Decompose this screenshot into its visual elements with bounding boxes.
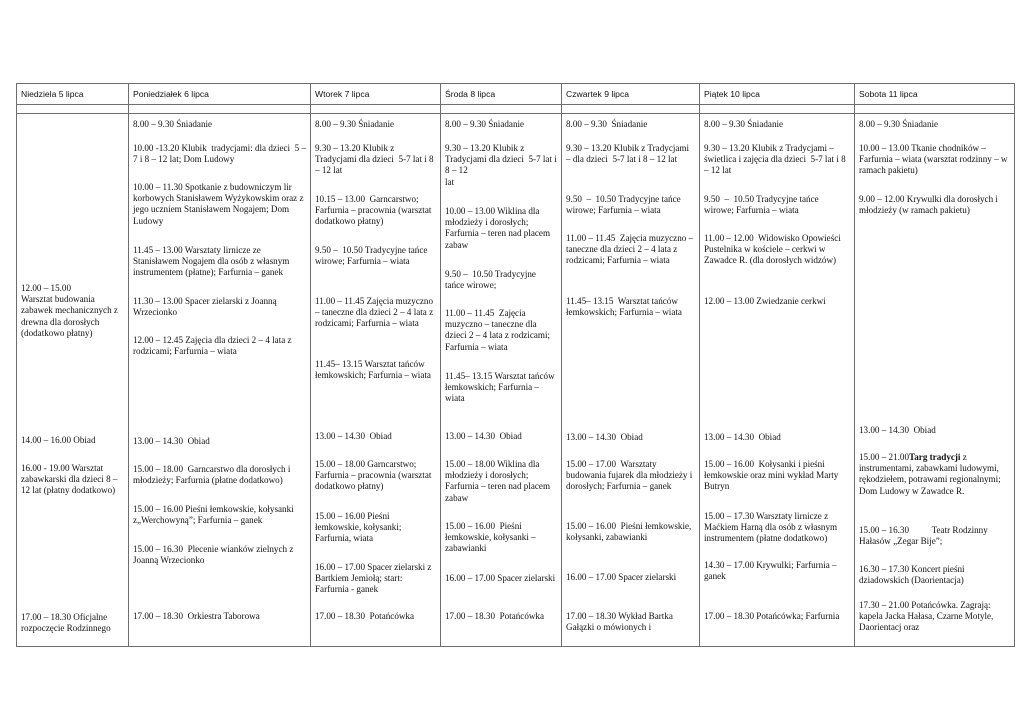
- schedule-entry: 8.00 – 9.30 Śniadanie: [859, 119, 939, 129]
- spacer-cell: [855, 105, 1015, 114]
- schedule-entry: 15.00 – 16.00 Pieśni łemkowskie, kołysanki – zabawianki: [445, 521, 538, 554]
- schedule-entry: 13.00 – 14.30 Obiad: [133, 436, 210, 446]
- schedule-entry: 12.00 – 13.00 Zwiedzanie cerkwi: [704, 296, 826, 306]
- day-column-friday: [700, 114, 855, 647]
- schedule-entry: 12.00 – 12.45 Zajęcia dla dzieci 2 – 4 lata z rodzicami; Farfurnia – wiata: [133, 335, 294, 357]
- schedule-entry: 15.00 – 18.00 Garncarstwo dla dorosłych i młodzieży; Farfurnia (płatne dodatkowo): [133, 464, 293, 486]
- schedule-row: [17, 114, 1015, 647]
- spacer-cell: [562, 105, 700, 114]
- schedule-entry: 11.00 – 12.00 Widowisko Opowieści Pustelnika w kościele – cerkwi w Zawadce R. (dla dorosłych widzów): [704, 233, 844, 266]
- schedule-entry: 15.00 – 16.00 Kołysanki i pieśni łemkowskie oraz mini wykład Marty Butryn: [704, 459, 841, 492]
- day-column-saturday: [855, 114, 1015, 647]
- day-header-friday: Piątek 10 lipca: [700, 84, 855, 105]
- schedule-entry: 11.00 – 11.45 Zajęcia muzyczno – taneczne dla dzieci 2 – 4 lata z rodzicami; Farfurnia – wiata: [315, 296, 436, 329]
- schedule-entry: 14.00 – 16.00 Obiad: [21, 435, 96, 445]
- schedule-entry: 10.00 – 11.30 Spotkanie z budowniczym lir korbowych Stanisławem Wyżykowskim oraz z jego uczniem Stanisławem Nogajem; Dom Ludowy: [133, 182, 306, 226]
- schedule-entry: 15.00 – 18.00 Garncarstwo; Farfurnia – pracownia (warsztat dodatkowo płatny): [315, 459, 434, 492]
- schedule-entry: 8.00 – 9.30 Śniadanie: [133, 119, 213, 129]
- schedule-entry: 10.00 – 13.00 Tkanie chodników – Farfurnia – wiata (warsztat rodzinny – w ramach pakietu): [859, 143, 1010, 176]
- schedule-entry: 15.00 – 17.30 Warsztaty lirnicze z Maćkiem Harną dla osób z własnym instrumentem (płatne dodatkowo): [704, 511, 840, 544]
- schedule-entry: 9.50 – 10.50 Tradycyjne tańce wirowe; Farfurnia – wiata: [566, 194, 683, 216]
- schedule-entry: 10.15 – 13.00 Garncarstwo; Farfurnia – pracownia (warsztat dodatkowo płatny): [315, 194, 434, 227]
- schedule-entry: 8.00 – 9.30 Śniadanie: [566, 119, 648, 129]
- schedule-entry: 15.00 – 16.30 Teatr Rodzinny Hałasów „Zegar Bije”;: [859, 525, 991, 547]
- schedule-entry: 15.00 – 16.00 Pieśni łemkowskie, kołysanki, zabawianki: [566, 521, 696, 543]
- schedule-entry: 10.00 -13.20 Klubik tradycjami: dla dzieci 5 – 7 i 8 – 12 lat; Dom Ludowy: [133, 143, 309, 165]
- schedule-table: [16, 83, 1015, 647]
- schedule-entry: 9.50 – 10.50 Tradycyjne tańce wirowe; Farfurnia – wiata: [315, 245, 430, 267]
- schedule-entry: 9.30 – 13.20 Klubik z Tradycjami dla dzieci 5-7 lat i 8 – 12 lat: [315, 143, 436, 176]
- schedule-entry: 17.00 – 18.30 Oficjalne rozpoczęcie Rodzinnego: [21, 612, 111, 634]
- schedule-entry: 11.45– 13.15 Warsztat tańców łemkowskich; Farfurnia – wiata: [315, 359, 431, 381]
- schedule-entry: 17.00 – 18.30 Potańcówka: [445, 611, 545, 621]
- schedule-entry: 15.00 – 17.00 Warsztaty budowania fujarek dla młodzieży i dorosłych; Farfurnia – ganek: [566, 459, 695, 492]
- schedule-entry: 13.00 – 14.30 Obiad: [315, 431, 392, 441]
- schedule-entry: 8.00 – 9.30 Śniadanie: [704, 119, 784, 129]
- market-time: 15.00 – 21.00: [859, 452, 910, 462]
- schedule-entry: 14.30 – 17.00 Krywulki; Farfurnia – ganek: [704, 560, 839, 582]
- schedule-entry: 13.00 – 14.30 Obiad: [566, 432, 643, 442]
- spacer-cell: [17, 105, 129, 114]
- day-header-monday: Poniedziałek 6 lipca: [129, 84, 311, 105]
- header-row: [17, 84, 1015, 105]
- schedule-entry: 17.00 – 18.30 Potańcówka: [315, 611, 415, 621]
- schedule-entry: 13.00 – 14.30 Obiad: [859, 425, 936, 435]
- schedule-entry: 9.30 – 13.20 Klubik z Tradycjami dla dzieci 5-7 lat i 8 – 12 lat: [445, 143, 557, 187]
- day-header-thursday: Czwartek 9 lipca: [562, 84, 700, 105]
- schedule-entry: 17.00 – 18.30 Orkiestra Taborowa: [133, 611, 260, 621]
- schedule-entry: 11.45– 13.15 Warsztat tańców łemkowskich; Farfurnia – wiata: [445, 371, 557, 404]
- day-column-monday: [129, 114, 311, 647]
- day-header-saturday: Sobota 11 lipca: [855, 84, 1015, 105]
- schedule-entry: 15.00 – 18.00 Wiklina dla młodzieży i dorosłych; Farfurnia – teren nad placem zabaw: [445, 459, 553, 503]
- schedule-entry: 11.45– 13.15 Warsztat tańców łemkowskich; Farfurnia – wiata: [566, 296, 682, 318]
- schedule-entry: 17.30 – 21.00 Potańcówka. Zagrają: kapela Jacka Hałasa, Czarne Motyle, Daorientacj oraz: [859, 600, 996, 633]
- schedule-entry: 9.30 – 13.20 Klubik z Tradycjami – świetlica i zajęcia dla dzieci 5-7 lat i 8 – 12 lat: [704, 143, 848, 176]
- market-title: Targ tradycji: [909, 452, 961, 462]
- schedule-entry: 11.45 – 13.00 Warsztaty lirnicze ze Stanisławem Nogajem dla osób z własnym instrumentem (płatne); Farfurnia – ganek: [133, 245, 294, 278]
- spacer-cell: [311, 105, 441, 114]
- day-header-wednesday: Środa 8 lipca: [441, 84, 562, 105]
- schedule-entry: 12.00 – 15.00 Warsztat budowania zabawek mechanicznych z drewna dla dorosłych (dodatkowo płatny): [21, 283, 118, 338]
- schedule-entry: 9.00 – 12.00 Krywulki dla dorosłych i młodzieży (w ramach pakietu): [859, 194, 1001, 216]
- schedule-entry: [859, 452, 1010, 497]
- schedule-entry: 15.00 – 16.00 Pieśni łemkowskie, kołysanki; Farfurnia, wiata: [315, 511, 404, 544]
- schedule-entry: 11.00 – 11.45 Zajęcia muzyczno – taneczne dla dzieci 2 – 4 lata z rodzicami; Farfurnia – wiata: [445, 308, 553, 352]
- schedule-entry: 13.00 – 14.30 Obiad: [445, 431, 522, 441]
- schedule-entry: 16.00 – 17.00 Spacer zielarski z Bartkiem Jemiołą; start: Farfurnia - ganek: [315, 562, 434, 595]
- schedule-entry: 15.00 – 16.30 Plecenie wianków zielnych z Joanną Wrzecionko: [133, 544, 296, 566]
- schedule-entry: 16.00 - 19.00 Warsztat zabawkarski dla dzieci 8 – 12 lat (płatny dodatkowo): [21, 463, 120, 496]
- day-column-wednesday: [441, 114, 562, 647]
- schedule-entry: 16.00 – 17.00 Spacer zielarski: [445, 573, 556, 583]
- schedule-entry: 8.00 – 9.30 Śniadanie: [315, 119, 395, 129]
- schedule-entry: 13.00 – 14.30 Obiad: [704, 432, 781, 442]
- schedule-entry: 9.50 – 10.50 Tradycyjne tańce wirowe; Farfurnia – wiata: [704, 194, 821, 216]
- day-header-sunday: Niedziela 5 lipca: [17, 84, 129, 105]
- schedule-entry: 17.00 – 18.30 Wykład Bartka Gałązki o mówionych i: [566, 611, 676, 633]
- schedule-entry: 11.00 – 11.45 Zajęcia muzyczno – taneczne dla dzieci 2 – 4 lata z rodzicami; Farfurnia – wiata: [566, 233, 696, 266]
- schedule-entry: 9.50 – 10.50 Tradycyjne tańce wirowe;: [445, 269, 539, 291]
- schedule-entry: 16.30 – 17.30 Koncert pieśni dziadowskich (Daorientacja): [859, 564, 967, 586]
- day-column-tuesday: [311, 114, 441, 647]
- day-header-tuesday: Wtorek 7 lipca: [311, 84, 441, 105]
- spacer-row: [17, 105, 1015, 114]
- spacer-cell: [129, 105, 311, 114]
- schedule-entry: 17.00 – 18.30 Potańcówka; Farfurnia: [704, 611, 840, 621]
- schedule-entry: 9.30 – 13.20 Klubik z Tradycjami – dla dzieci 5-7 lat i 8 – 12 lat: [566, 143, 692, 165]
- spacer-cell: [441, 105, 562, 114]
- day-column-thursday: [562, 114, 700, 647]
- schedule-entry: 15.00 – 16.00 Pieśni łemkowskie, kołysanki z„Werchowyną”; Farfurnia – ganek: [133, 504, 296, 526]
- day-column-sunday: [17, 114, 129, 647]
- schedule-entry: 8.00 – 9.30 Śniadanie: [445, 119, 525, 129]
- schedule-entry: 16.00 – 17.00 Spacer zielarski: [566, 572, 677, 582]
- schedule-entry: 11.30 – 13.00 Spacer zielarski z Joanną Wrzecionko: [133, 296, 279, 318]
- schedule-entry: 10.00 – 13.00 Wiklina dla młodzieży i dorosłych; Farfurnia – teren nad placem zabaw: [445, 206, 553, 250]
- market-description: z instrumentami, zabawkami ludowymi, rękodziełem, potrawami regionalnymi; Dom Ludowy w Zawadce R.: [859, 452, 1003, 496]
- spacer-cell: [700, 105, 855, 114]
